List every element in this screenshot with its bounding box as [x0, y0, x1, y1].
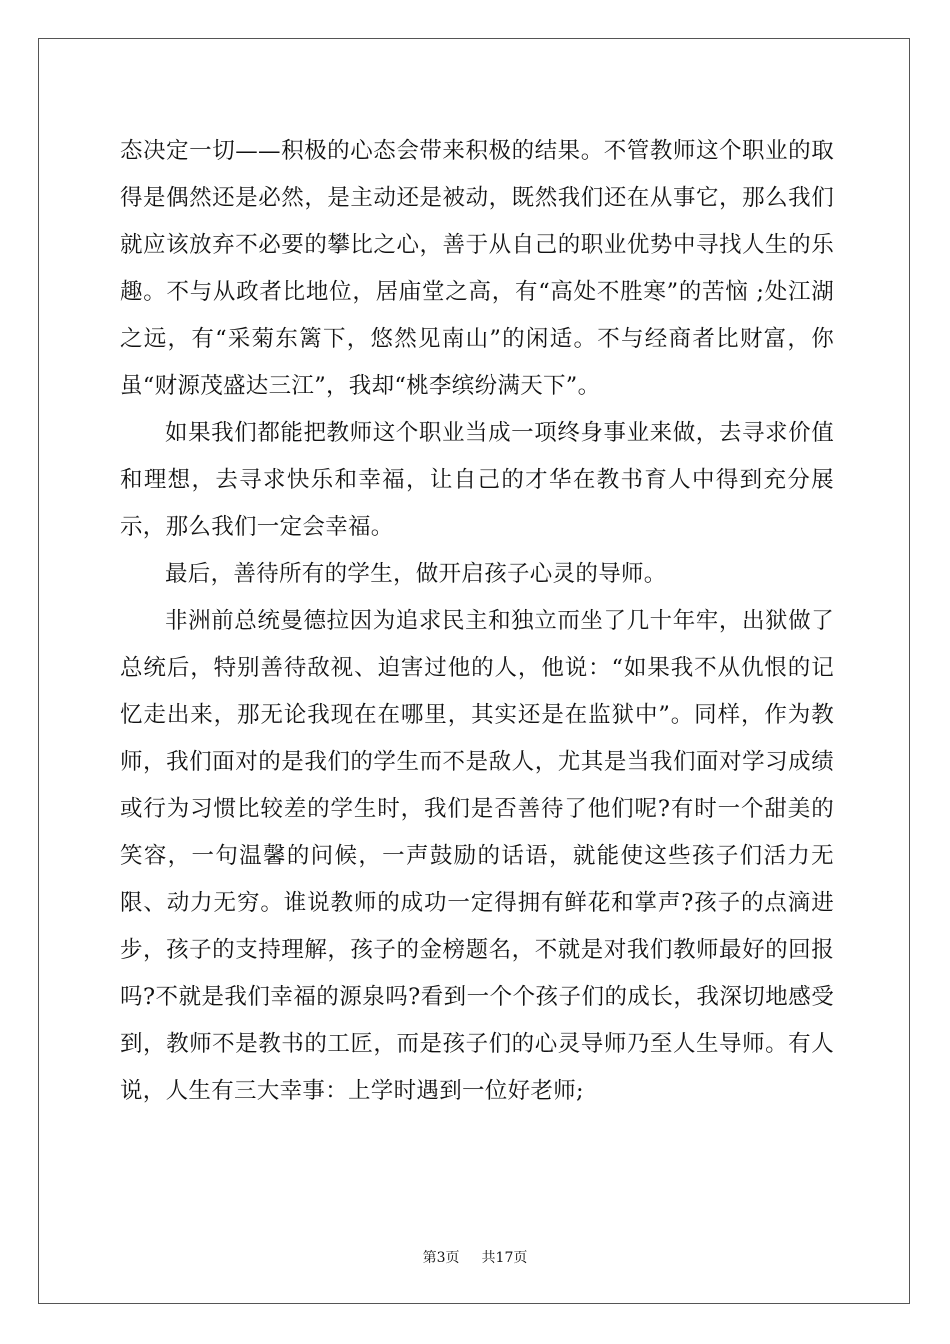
- page-total: 共17页: [481, 1250, 528, 1266]
- page-number: 第3页: [422, 1250, 460, 1266]
- page-footer: [0, 1247, 950, 1267]
- paragraph-4: 非洲前总统曼德拉因为追求民主和独立而坐了几十年牢，出狱做了总统后，特别善待敌视、迫害过他的人，他说：“如果我不从仇恨的记忆走出来，那无论我现在在哪里，其实还是在监狱中”。同样，作为教师，我们面对的是我们的学生而不是敌人，尤其是当我们面对学习成绩或行为习惯比较差的学生时，我们是否善待了他们呢?有时一个甜美的笑容，一句温馨的问候，一声鼓励的话语，就能使这些孩子们活力无限、动力无穷。谁说教师的成功一定得拥有鲜花和掌声?孩子的点滴进步，孩子的支持理解，孩子的金榜题名，不就是对我们教师最好的回报吗?不就是我们幸福的源泉吗?看到一个个孩子们的成长，我深切地感受到，教师不是教书的工匠，而是孩子们的心灵导师乃至人生导师。有人说，人生有三大幸事：上学时遇到一位好老师;: [120, 608, 834, 1104]
- paragraph-3: 最后，善待所有的学生，做开启孩子心灵的导师。: [165, 561, 667, 587]
- document-body: [120, 128, 834, 1115]
- paragraph-2: 如果我们都能把教师这个职业当成一项终身事业来做，去寻求价值和理想，去寻求快乐和幸福，让自己的才华在教书育人中得到充分展示，那么我们一定会幸福。: [120, 420, 834, 540]
- paragraph-1: 态决定一切——积极的心态会带来积极的结果。不管教师这个职业的取得是偶然还是必然，是主动还是被动，既然我们还在从事它，那么我们就应该放弃不必要的攀比之心，善于从自己的职业优势中寻找人生的乐趣。不与从政者比地位，居庙堂之高，有“高处不胜寒”的苦恼 ;处江湖之远，有“采菊东篱下，悠然见南山”的闲适。不与经商者比财富，你虽“财源茂盛达三江”，我却“桃李缤纷满天下”。: [120, 138, 834, 399]
